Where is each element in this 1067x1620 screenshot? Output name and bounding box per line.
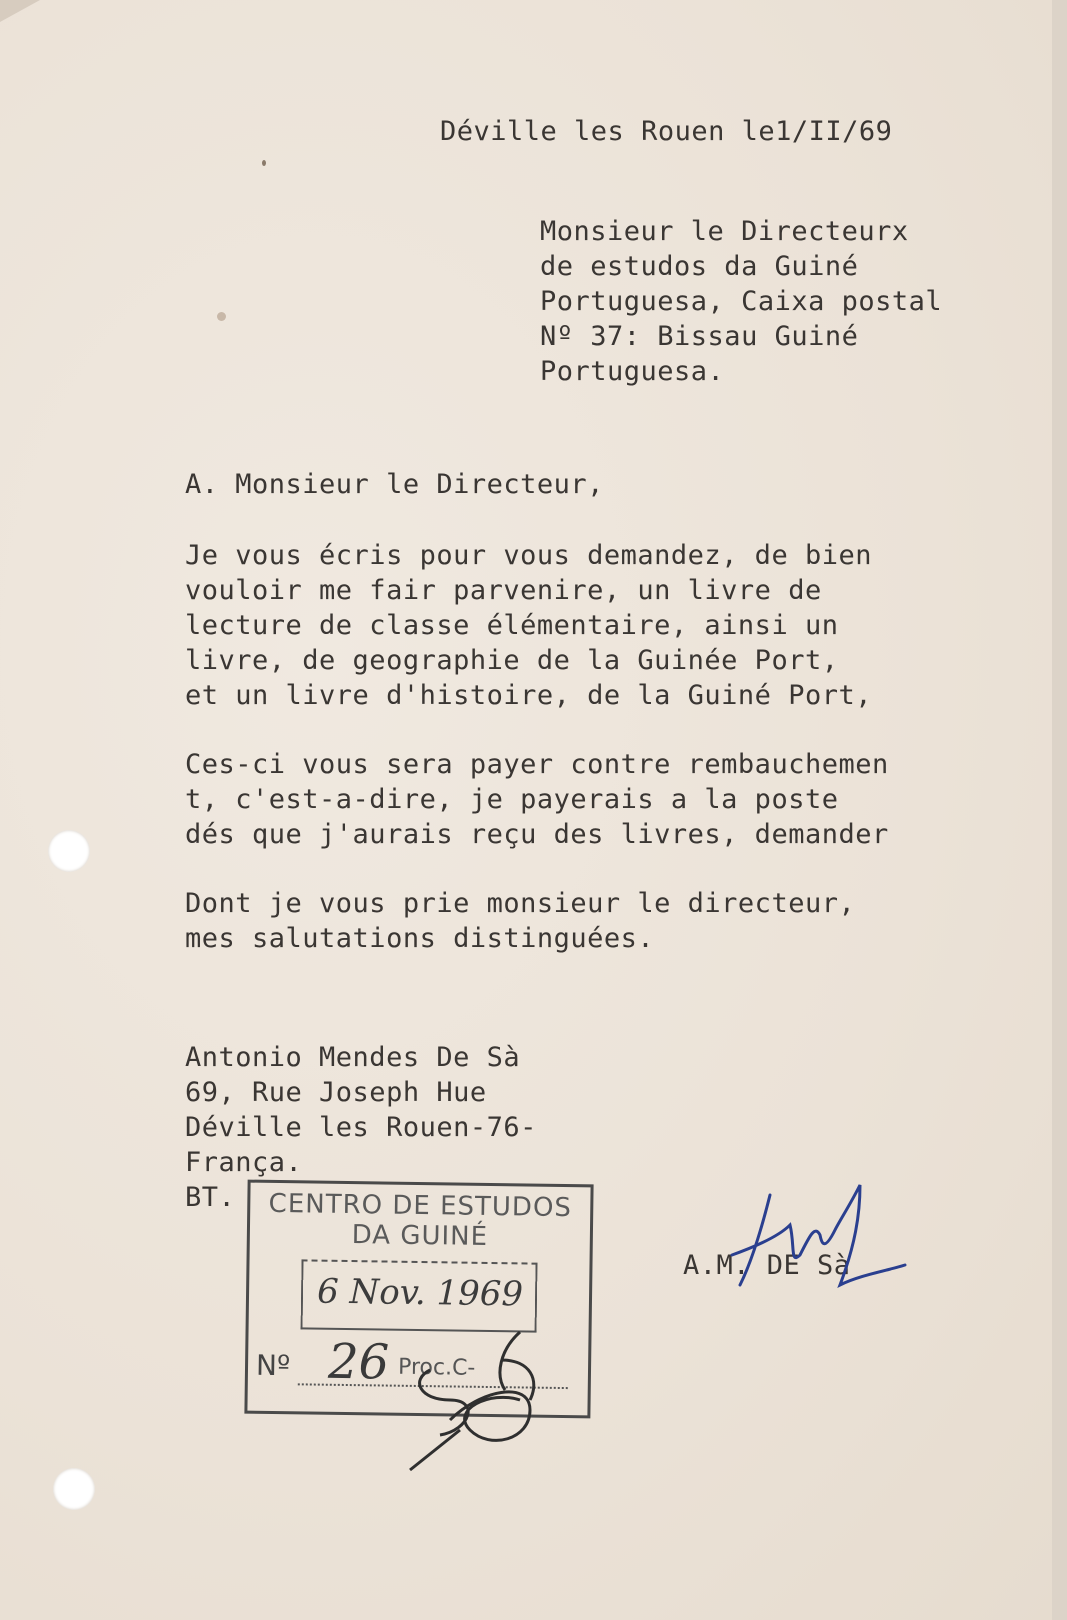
punch-hole-top: [48, 830, 90, 872]
handwritten-signature: [720, 1175, 960, 1315]
body-line: dés que j'aurais reçu des livres, demander: [185, 819, 889, 850]
closing-line: mes salutations distinguées.: [185, 923, 655, 954]
body-line: t, c'est-a-dire, je payerais a la poste: [185, 784, 839, 815]
recipient-line: de estudos da Guiné: [540, 251, 859, 282]
body-line: lecture de classe élémentaire, ainsi un: [185, 610, 839, 641]
sender-line: Déville les Rouen-76-: [185, 1112, 537, 1143]
salutation: A. Monsieur le Directeur,: [185, 469, 604, 500]
stamp-number-label: Nº: [255, 1348, 291, 1383]
sender-line: BT.: [185, 1182, 236, 1213]
recipient-line: Portuguesa.: [540, 356, 725, 387]
body-line: et un livre d'histoire, de la Guiné Port,: [185, 680, 872, 711]
handwritten-annotation: [390, 1320, 590, 1480]
body-line: livre, de geographie de la Guinée Port,: [185, 645, 839, 676]
sender-line: 69, Rue Joseph Hue: [185, 1077, 487, 1108]
stamp-proc: Proc.C-: [397, 1354, 476, 1381]
recipient-line: Nº 37: Bissau Guiné: [540, 321, 859, 352]
stamp-date: 6 Nov. 1969: [316, 1271, 524, 1315]
place-date: Déville les Rouen le1/II/69: [440, 116, 893, 147]
recipient-line: Monsieur le Directeurx: [540, 216, 909, 247]
punch-hole-bottom: [53, 1468, 95, 1510]
stamp-title: CENTRO DE ESTUDOS DA GUINÉ: [268, 1188, 573, 1252]
page-edge: [1052, 0, 1067, 1620]
recipient-line: Portuguesa, Caixa postal: [540, 286, 943, 317]
body-line: Ces-ci vous sera payer contre rembauchemen: [185, 749, 889, 780]
body-line: Je vous écris pour vous demandez, de bien: [185, 540, 872, 571]
sender-line: França.: [185, 1147, 303, 1178]
typed-signature: A.M. DE Sà: [683, 1250, 851, 1281]
sender-line: Antonio Mendes De Sà: [185, 1042, 521, 1073]
paper-speck: [262, 160, 266, 166]
body-line: vouloir me fair parvenire, un livre de: [185, 575, 822, 606]
paper-speck: [217, 312, 226, 321]
stamp-number: 26: [327, 1333, 390, 1391]
folded-corner: [0, 0, 40, 22]
closing-line: Dont je vous prie monsieur le directeur,: [185, 888, 856, 919]
